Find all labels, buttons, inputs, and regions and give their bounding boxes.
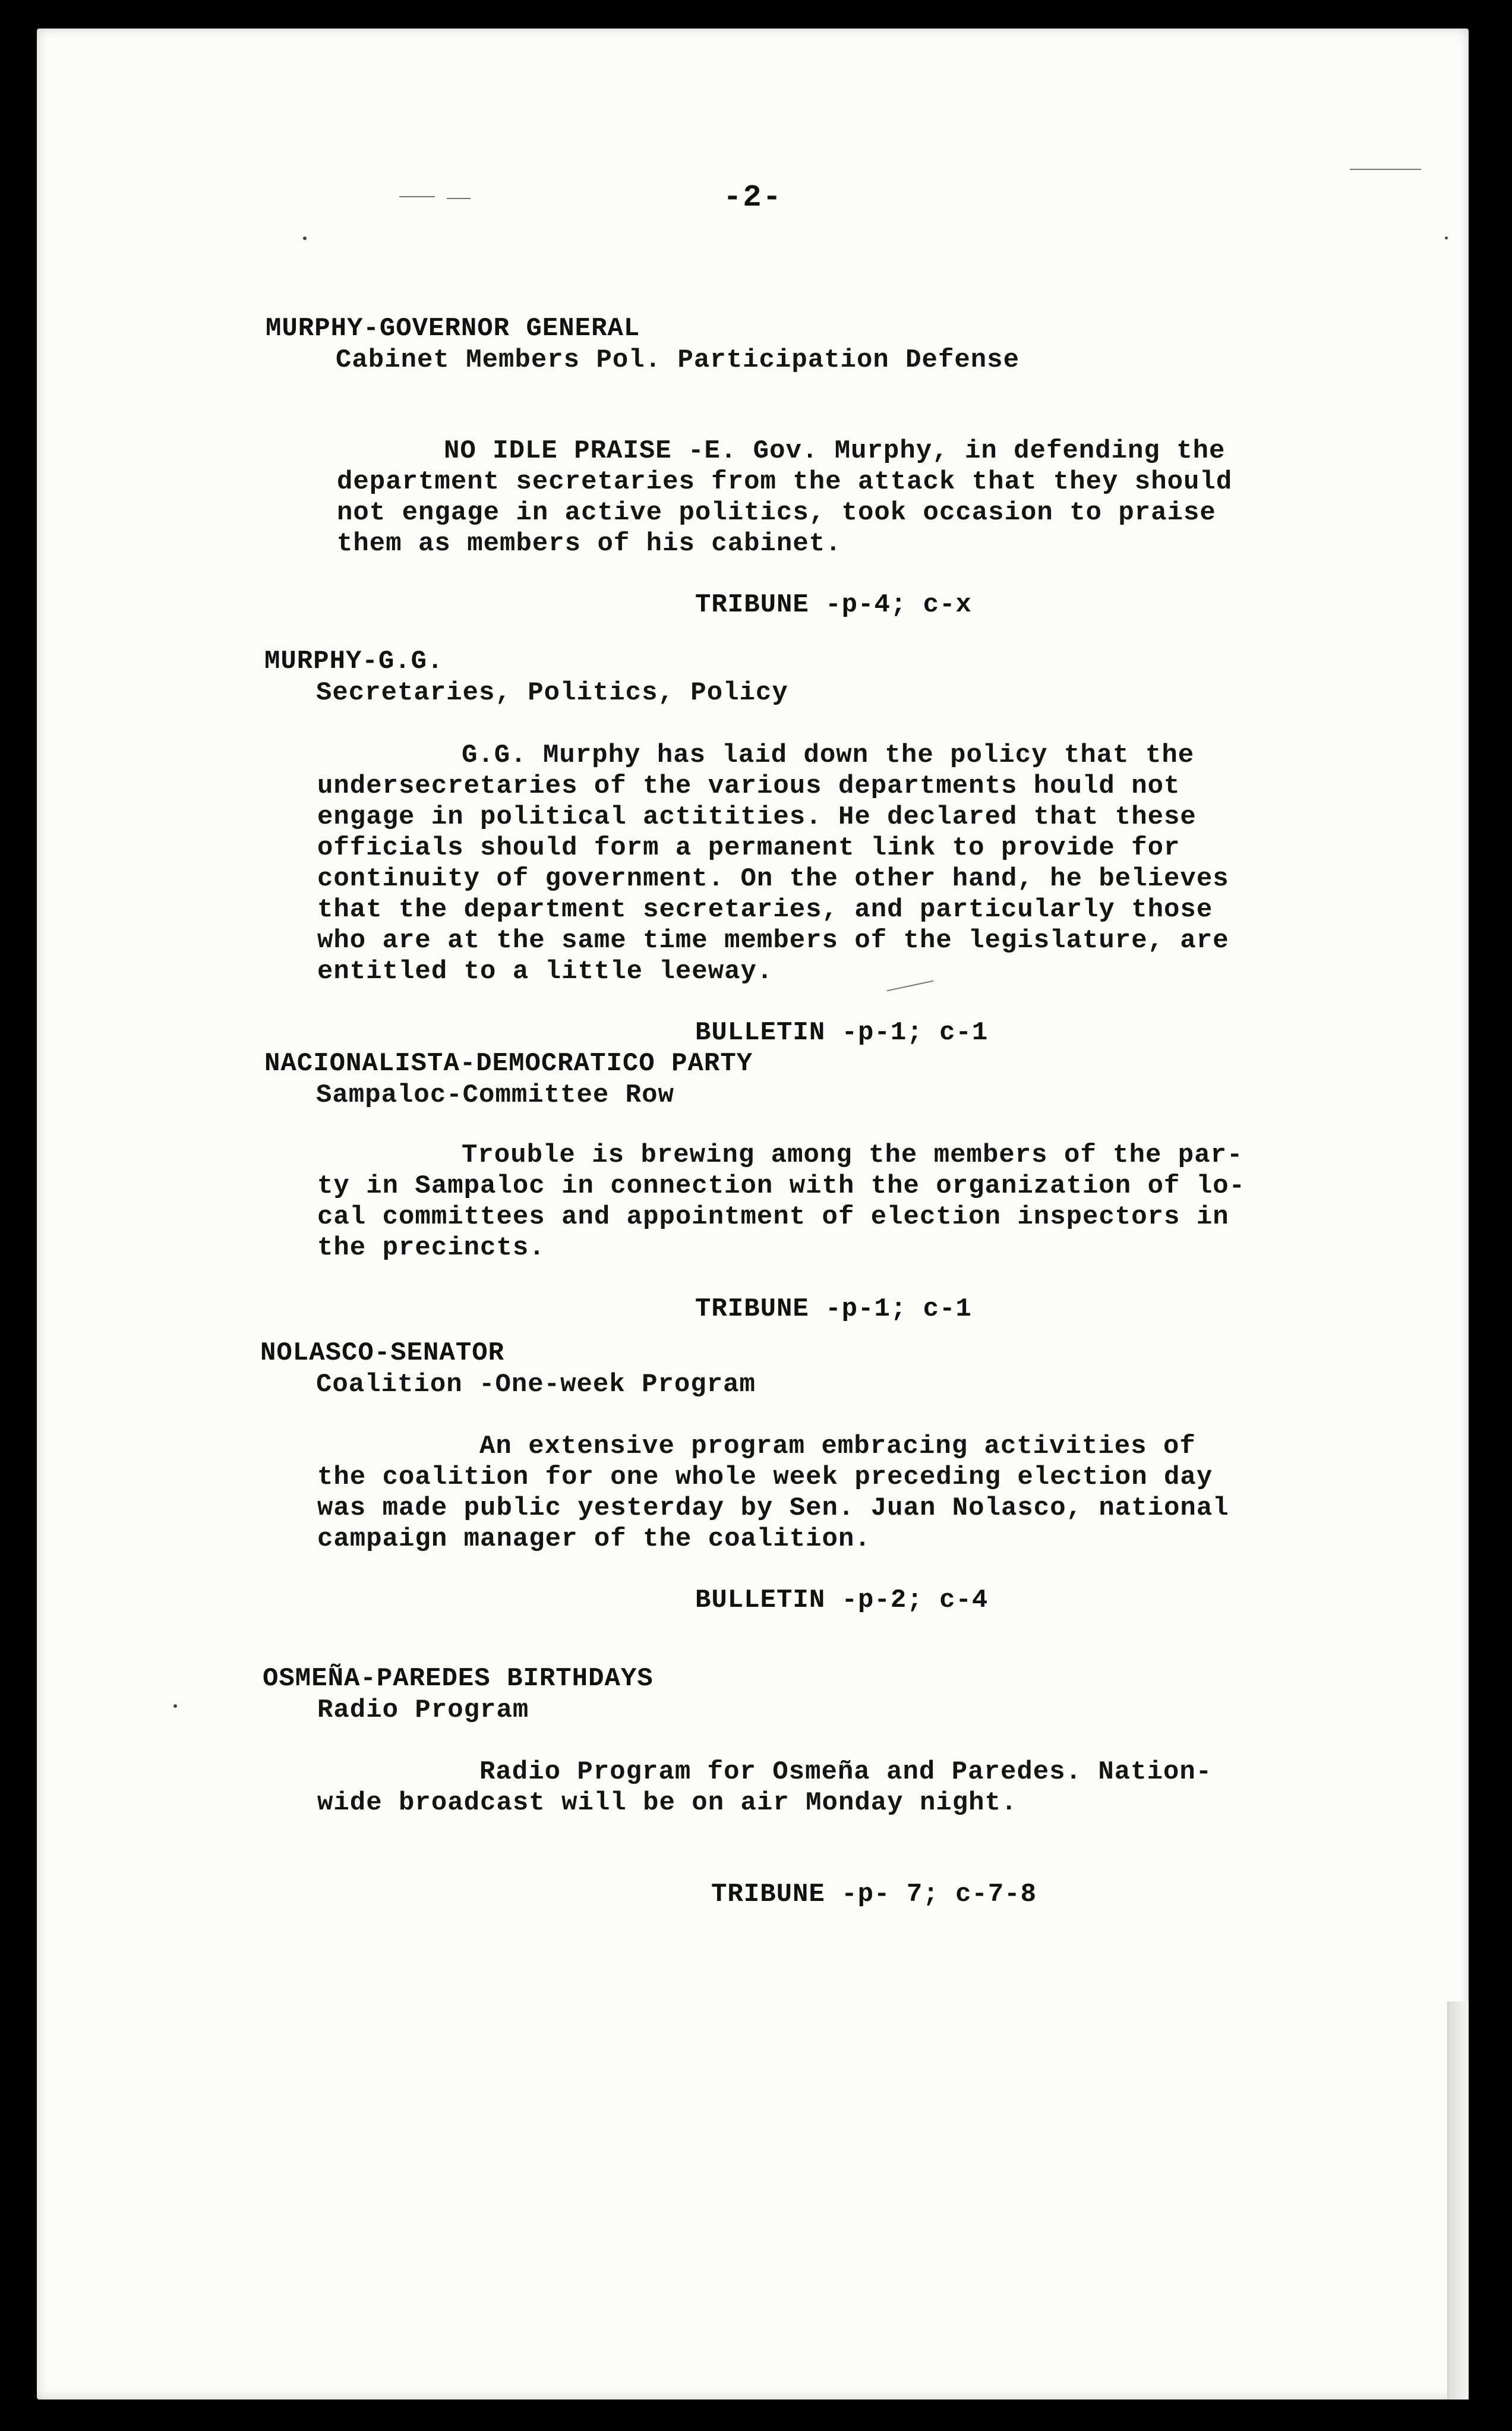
entry-heading: OSMEÑA-PAREDES BIRTHDAYS	[263, 1664, 654, 1694]
entry-body-line: undersecretaries of the various departments hould not	[317, 771, 1180, 801]
entry-body-line: Radio Program for Osmeña and Paredes. Nation-	[479, 1757, 1213, 1787]
scan-scratch	[887, 980, 934, 992]
entry-heading: MURPHY-GOVERNOR GENERAL	[266, 314, 640, 343]
entry-heading: NACIONALISTA-DEMOCRATICO PARTY	[264, 1049, 753, 1079]
entry-body-line: who are at the same time members of the legislature, are	[317, 926, 1229, 956]
entry-body-line: them as members of his cabinet.	[337, 529, 842, 559]
scan-speck	[303, 237, 307, 240]
scan-scratch	[1350, 169, 1421, 170]
entry-heading: MURPHY-G.G.	[264, 647, 444, 676]
entry-body-line: entitled to a little leeway.	[317, 957, 774, 986]
entry-source-citation: BULLETIN -p-1; c-1	[695, 1018, 989, 1048]
entry-subheading: Radio Program	[317, 1695, 529, 1725]
entry-body-line: An extensive program embracing activities of	[479, 1432, 1196, 1461]
entry-body-line: cal committees and appointment of election inspectors in	[317, 1202, 1229, 1232]
entry-body-line: department secretaries from the attack that they should	[337, 467, 1233, 497]
entry-body-line: continuity of government. On the other hand, he believes	[317, 864, 1229, 894]
entry-body-line: not engage in active politics, took occasion to praise	[337, 498, 1216, 528]
entry-body-line: officials should form a permanent link to provide for	[317, 833, 1180, 863]
entry-body-line: was made public yesterday by Sen. Juan Nolasco, national	[317, 1493, 1229, 1523]
scan-speck	[1445, 237, 1448, 239]
entry-subheading: Coalition -One-week Program	[316, 1370, 756, 1399]
entry-body-line: Trouble is brewing among the members of the par-	[462, 1140, 1243, 1170]
entry-body-line: wide broadcast will be on air Monday night.	[317, 1788, 1018, 1818]
entry-source-citation: TRIBUNE -p-4; c-x	[695, 590, 972, 620]
entry-subheading: Sampaloc-Committee Row	[316, 1080, 674, 1110]
page-edge-shadow	[1447, 2001, 1469, 2400]
entry-body-line: the coalition for one whole week preceding election day	[317, 1462, 1213, 1492]
entry-body-line: G.G. Murphy has laid down the policy that the	[462, 740, 1195, 770]
entry-source-citation: TRIBUNE -p- 7; c-7-8	[711, 1880, 1037, 1909]
entry-body-line: ty in Sampaloc in connection with the organization of lo-	[317, 1171, 1246, 1201]
entry-body-line: NO IDLE PRAISE -E. Gov. Murphy, in defending the	[444, 436, 1226, 466]
scan-speck	[173, 1704, 177, 1708]
entry-subheading: Cabinet Members Pol. Participation Defense	[336, 345, 1019, 375]
typewritten-page	[37, 29, 1469, 2400]
entry-source-citation: TRIBUNE -p-1; c-1	[695, 1294, 972, 1324]
entry-body-line: engage in political actitities. He declared that these	[317, 802, 1197, 832]
page-number: -2-	[723, 180, 782, 215]
entry-body-line: the precincts.	[317, 1233, 545, 1263]
entry-subheading: Secretaries, Politics, Policy	[316, 678, 788, 708]
entry-body-line: campaign manager of the coalition.	[317, 1524, 871, 1554]
entry-source-citation: BULLETIN -p-2; c-4	[695, 1585, 989, 1615]
entry-body-line: that the department secretaries, and particularly those	[317, 895, 1213, 925]
entry-heading: NOLASCO-SENATOR	[260, 1338, 505, 1368]
